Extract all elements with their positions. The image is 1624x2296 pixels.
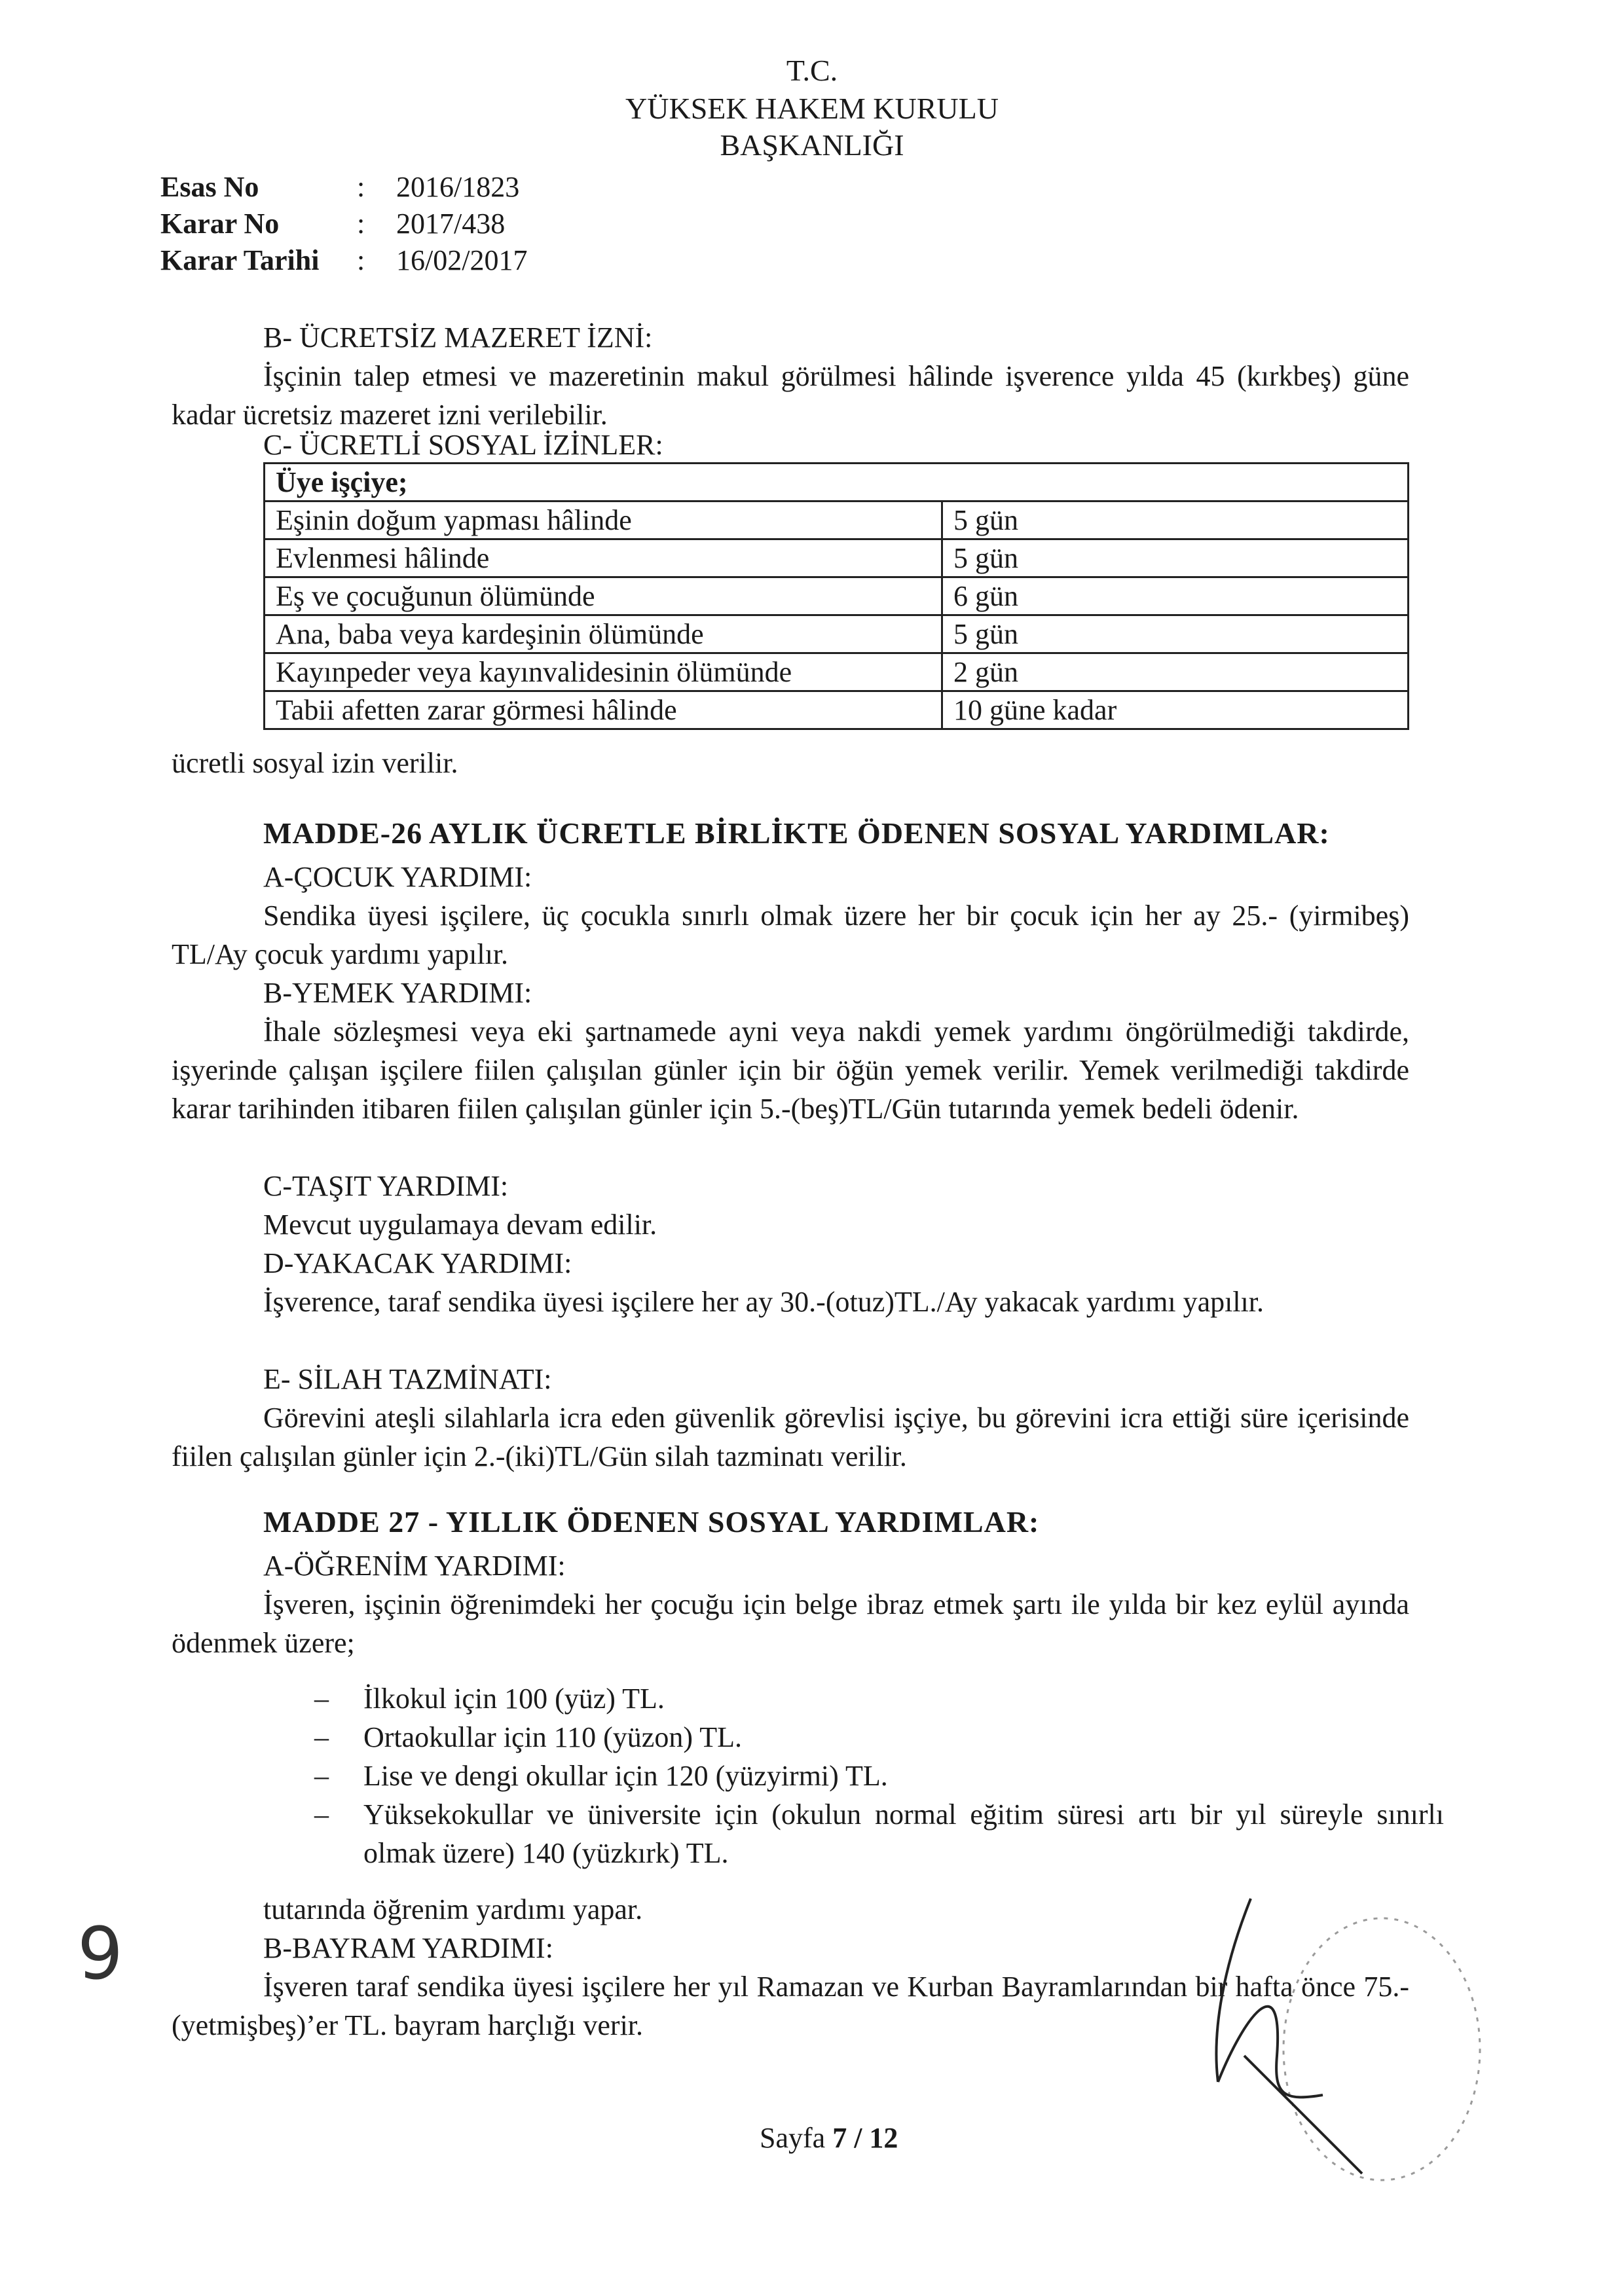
meta-value: 16/02/2017 xyxy=(396,244,528,276)
madde26-title: MADDE-26 AYLIK ÜCRETLE BİRLİKTE ÖDENEN SOSYAL YARDIMLAR: xyxy=(263,816,1330,850)
header-presidency: BAŞKANLIĞI xyxy=(720,128,904,162)
table-row xyxy=(265,501,1409,539)
table-row xyxy=(265,691,1409,729)
meta-sep: : xyxy=(357,208,365,240)
madde26-b-title: B-YEMEK YARDIMI: xyxy=(263,977,532,1009)
meta-row-karar xyxy=(160,206,527,242)
madde26-a-text: Sendika üyesi işçilere, üç çocukla sınırlı olmak üzere her bir çocuk için her ay 25.- (yirmibeş) TL/Ay çocuk yardımı yapılır. xyxy=(172,900,1409,970)
education-aid-list xyxy=(314,1679,1444,1872)
marginal-handwritten-mark: 9 xyxy=(77,1912,123,1995)
leave-days: 5 gün xyxy=(942,615,1409,653)
madde27-a-text: İşveren, işçinin öğrenimdeki her çocuğu için belge ibraz etmek şartı ile yılda bir kez eylül ayında ödenmek üzere; xyxy=(172,1588,1409,1659)
c-izin-after: ücretli sosyal izin verilir. xyxy=(172,747,458,779)
list-item: – Ortaokullar için 110 (yüzon) TL. xyxy=(314,1718,1444,1757)
list-item: – Yüksekokullar ve üniversite için (okulun normal eğitim süresi artı bir yıl süreyle sınırlı olmak üzere) 140 (yüzkırk) TL. xyxy=(314,1795,1444,1872)
leave-days: 10 güne kadar xyxy=(942,691,1409,729)
meta-value: 2016/1823 xyxy=(396,171,520,203)
madde27-b-title: B-BAYRAM YARDIMI: xyxy=(263,1932,553,1964)
header-tc: T.C. xyxy=(786,54,838,87)
madde26-c-text: Mevcut uygulamaya devam edilir. xyxy=(263,1209,657,1241)
header-institution: YÜKSEK HAKEM KURULU xyxy=(625,92,999,125)
table-row xyxy=(265,653,1409,691)
madde26-d-title: D-YAKACAK YARDIMI: xyxy=(263,1247,572,1279)
madde26-c-title: C-TAŞIT YARDIMI: xyxy=(263,1170,509,1202)
madde26-e-text: Görevini ateşli silahlarla icra eden güvenlik görevlisi işçiye, bu görevini icra ettiği süre içerisinde fiilen çalışılan günler için 2.-(iki)TL/Gün silah tazminatı verilir. xyxy=(172,1402,1409,1472)
leave-days: 5 gün xyxy=(942,501,1409,539)
madde26-e-title: E- SİLAH TAZMİNATI: xyxy=(263,1363,552,1395)
c-izin-title: C- ÜCRETLİ SOSYAL İZİNLER: xyxy=(263,429,663,461)
madde27-b-text: İşveren taraf sendika üyesi işçilere her yıl Ramazan ve Kurban Bayramlarından bir hafta önce 75.-(yetmişbeş)’er TL. bayram harçlığı verir. xyxy=(172,1971,1409,2041)
list-item: – İlkokul için 100 (yüz) TL. xyxy=(314,1679,1444,1718)
meta-sep: : xyxy=(357,171,365,203)
madde26-a-title: A-ÇOCUK YARDIMI: xyxy=(263,861,532,893)
table-row xyxy=(265,539,1409,577)
leave-days: 5 gün xyxy=(942,539,1409,577)
list-item-text: Ortaokullar için 110 (yüzon) TL. xyxy=(363,1721,742,1753)
madde27-title: MADDE 27 - YILLIK ÖDENEN SOSYAL YARDIMLAR: xyxy=(263,1505,1040,1539)
list-item-text: İlkokul için 100 (yüz) TL. xyxy=(363,1683,665,1715)
b-izin-text: İşçinin talep etmesi ve mazeretinin makul görülmesi hâlinde işverence yılda 45 (kırkbeş) güne kadar ücretsiz mazeret izni verilebilir. xyxy=(172,360,1409,431)
meta-row-esas xyxy=(160,169,527,206)
meta-sep: : xyxy=(357,244,365,276)
madde26-d-text: İşverence, taraf sendika üyesi işçilere her ay 30.-(otuz)TL./Ay yakacak yardımı yapılır. xyxy=(263,1286,1264,1318)
leave-case: Kayınpeder veya kayınvalidesinin ölümünde xyxy=(265,653,942,691)
meta-row-tarih xyxy=(160,242,527,279)
table-head: Üye işçiye; xyxy=(265,464,1409,501)
list-item-text: Lise ve dengi okullar için 120 (yüzyirmi) TL. xyxy=(363,1760,888,1792)
b-izin-title: B- ÜCRETSİZ MAZERET İZNİ: xyxy=(263,321,653,354)
table-head-row xyxy=(265,464,1409,501)
leave-case: Eşinin doğum yapması hâlinde xyxy=(265,501,942,539)
signature-stroke xyxy=(1216,1899,1362,2174)
madde27-after: tutarında öğrenim yardımı yapar. xyxy=(263,1893,643,1925)
page-number: 7 / 12 xyxy=(832,2122,898,2154)
leave-case: Evlenmesi hâlinde xyxy=(265,539,942,577)
table-row xyxy=(265,577,1409,615)
table-row xyxy=(265,615,1409,653)
signature-stamp xyxy=(1153,1886,1493,2200)
leave-days: 6 gün xyxy=(942,577,1409,615)
case-meta xyxy=(160,169,527,279)
leave-case: Eş ve çocuğunun ölümünde xyxy=(265,577,942,615)
leave-case: Tabii afetten zarar görmesi hâlinde xyxy=(265,691,942,729)
meta-key: Karar No xyxy=(160,208,280,240)
meta-key: Esas No xyxy=(160,171,259,203)
stamp-ring xyxy=(1283,1918,1480,2180)
meta-value: 2017/438 xyxy=(396,208,506,240)
footer-prefix: Sayfa xyxy=(760,2122,826,2154)
list-item-text: Yüksekokullar ve üniversite için (okulun normal eğitim süresi artı bir yıl süreyle sınırlı olmak üzere) 140 (yüzkırk) TL. xyxy=(363,1798,1444,1869)
leave-days: 2 gün xyxy=(942,653,1409,691)
leave-case: Ana, baba veya kardeşinin ölümünde xyxy=(265,615,942,653)
meta-key: Karar Tarihi xyxy=(160,244,320,276)
page-footer xyxy=(760,2121,898,2155)
madde27-a-title: A-ÖĞRENİM YARDIMI: xyxy=(263,1550,566,1582)
madde26-b-text: İhale sözleşmesi veya eki şartnamede ayni veya nakdi yemek yardımı öngörülmediği takdirde, işyerinde çalışan işçilere fiilen çalışılan günler için bir öğün yemek verilir. Yemek verilmediği takdirde karar tarihinden itibaren fiilen çalışılan günler için 5.-(beş)TL/Gün tutarında yemek bedeli ödenir. xyxy=(172,1015,1409,1125)
list-item: – Lise ve dengi okullar için 120 (yüzyirmi) TL. xyxy=(314,1757,1444,1795)
leave-table xyxy=(263,462,1409,730)
